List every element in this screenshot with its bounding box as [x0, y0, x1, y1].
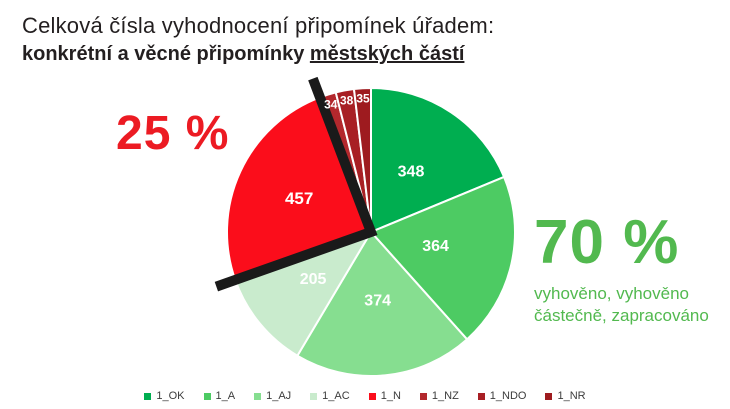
pie-value-label-1_NDO: 38	[339, 93, 354, 108]
legend-swatch-1_AC	[310, 393, 317, 400]
pie-value-label-1_A: 364	[422, 238, 449, 256]
legend-item-1_NDO	[478, 390, 527, 402]
legend-label-1_NZ: 1_NZ	[431, 390, 459, 402]
legend-item-1_AC	[310, 390, 350, 402]
pie-value-label-1_NR: 35	[356, 91, 370, 106]
legend-item-1_OK	[144, 390, 184, 402]
legend-swatch-1_OK	[144, 393, 151, 400]
right-caption	[534, 283, 709, 327]
legend-label-1_N: 1_N	[380, 390, 401, 402]
right-caption-line-1: vyhověno, vyhověno	[534, 284, 689, 304]
left-percentage-label: 25 %	[116, 107, 230, 160]
legend-label-1_OK: 1_OK	[156, 390, 185, 402]
title-line-2-underlined: městských částí	[309, 43, 465, 65]
legend-swatch-1_AJ	[254, 393, 261, 400]
legend-item-1_NR	[545, 390, 585, 402]
legend-swatch-1_A	[204, 393, 211, 400]
legend-label-1_AC: 1_AC	[322, 390, 350, 402]
legend-item-1_AJ	[254, 390, 291, 402]
pie-value-label-1_NZ: 34	[324, 97, 338, 112]
legend-label-1_NDO: 1_NDO	[489, 390, 527, 402]
legend-swatch-1_N	[369, 393, 376, 400]
legend-item-1_N	[369, 390, 401, 402]
legend-label-1_NR: 1_NR	[557, 390, 586, 402]
legend	[0, 390, 730, 402]
pie-value-label-1_AC: 205	[299, 270, 327, 288]
right-caption-line-2: částečně, zapracováno	[534, 306, 709, 326]
legend-swatch-1_NDO	[478, 393, 485, 400]
title-line-1: Celková čísla vyhodnocení připomínek úřadem:	[22, 13, 495, 38]
pie-value-label-1_N: 457	[284, 189, 314, 209]
right-annotation	[534, 210, 709, 327]
legend-swatch-1_NR	[545, 393, 552, 400]
pie-value-label-1_OK: 348	[397, 163, 425, 181]
legend-swatch-1_NZ	[420, 393, 427, 400]
legend-item-1_A	[204, 390, 236, 402]
legend-label-1_A: 1_A	[215, 390, 236, 402]
pie-value-label-1_AJ: 374	[364, 292, 392, 310]
legend-item-1_NZ	[420, 390, 459, 402]
title-line-2-prefix: konkrétní a věcné připomínky	[22, 43, 310, 65]
legend-label-1_AJ: 1_AJ	[266, 390, 292, 402]
right-percentage-label: 70 %	[534, 208, 680, 277]
